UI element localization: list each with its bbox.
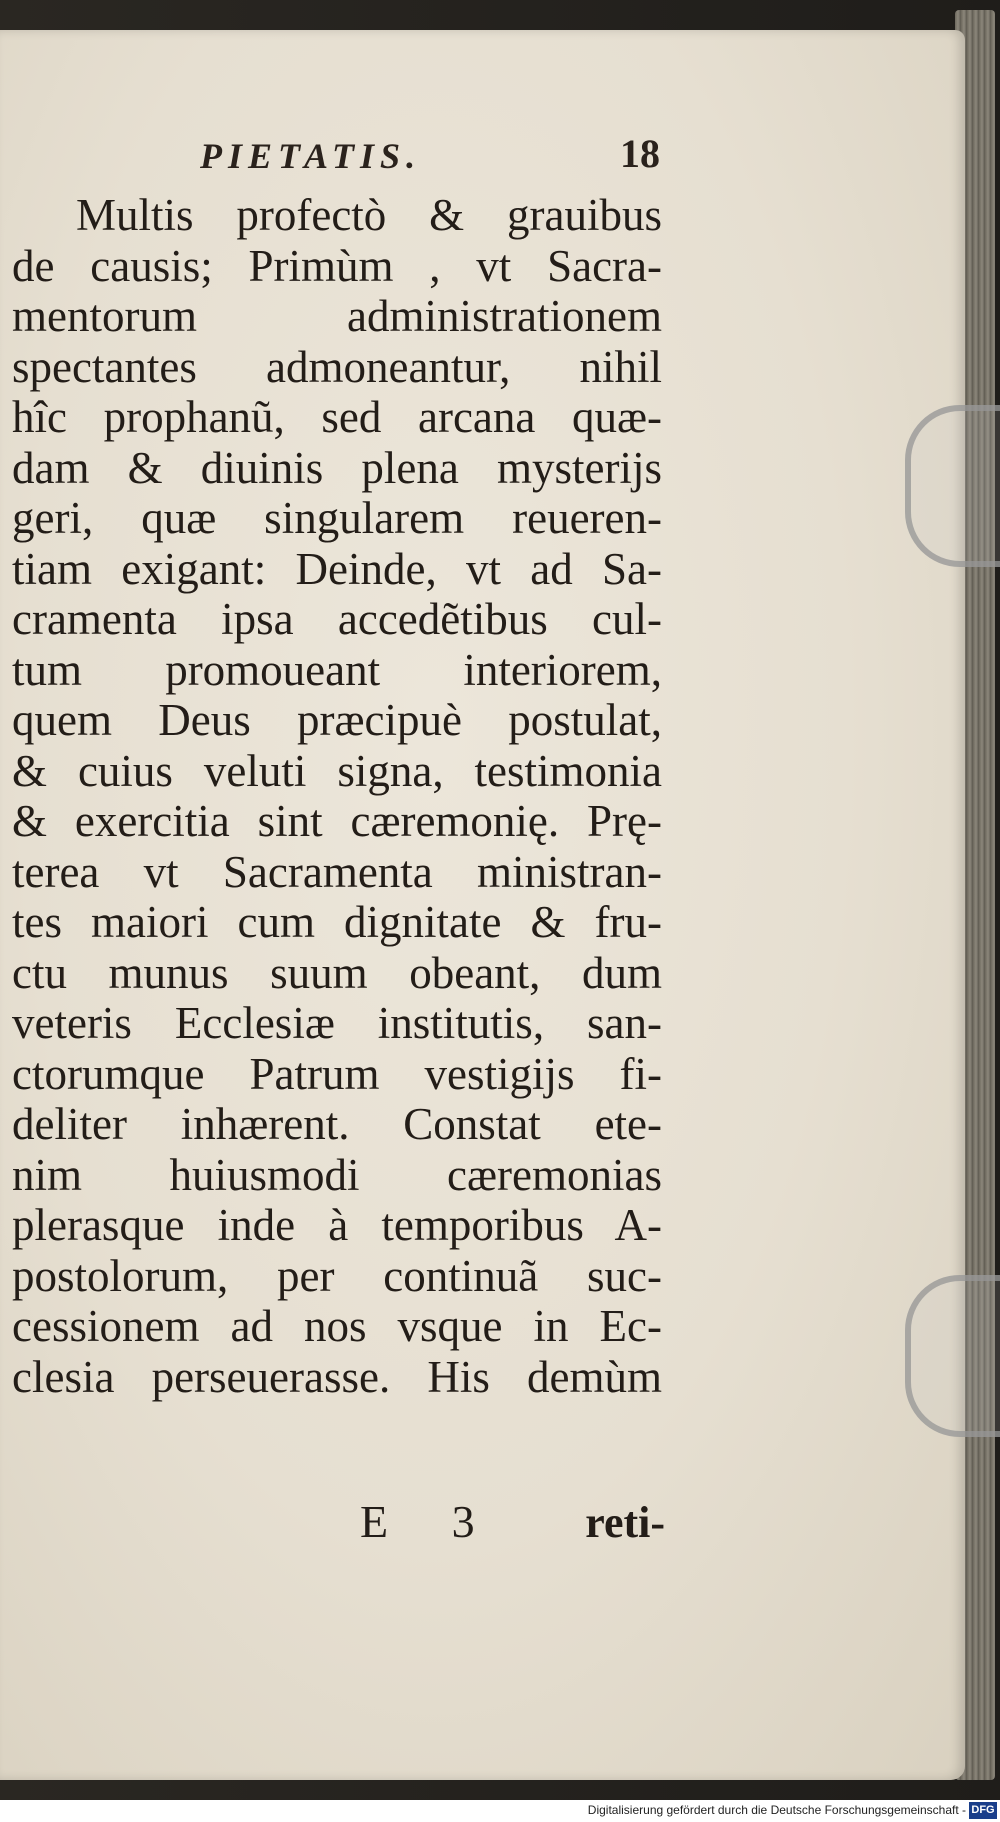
text-line: geri, quæ singularem reueren- [12,493,662,543]
book-clip-upper [905,405,1000,567]
funding-credit: Digitalisierung gefördert durch die Deutsche Forschungsgemeinschaft - [587,1803,966,1817]
body-text [12,190,662,1402]
text-line: nim huiusmodi cæremonias [12,1149,662,1200]
dfg-logo: DFG [969,1802,997,1819]
text-line: de causis; Primùm , vt Sacra- [12,240,662,291]
text-line: & cuius veluti signa, testimonia [12,745,662,796]
page-header [200,130,660,180]
text-line: dam & diuinis plena mysterijs [12,442,662,493]
book-clip-lower [905,1275,1000,1437]
page-number: 18 [620,131,660,176]
text-line: tiam exigant: Deinde, vt ad Sa- [12,543,662,594]
catchword: reti- [585,1498,665,1547]
text-line: & exercitia sint cæremonię. Prę- [12,796,662,846]
text-line: Multis profectò & grauibus [76,190,662,240]
text-line: ctorumque Patrum vestigijs fi- [12,1048,662,1099]
text-line: tum promoueant interiorem, [12,644,662,695]
text-line: plerasque inde à temporibus A- [12,1200,662,1250]
text-line: postolorum, per continuã suc- [12,1250,662,1301]
text-line: deliter inhærent. Constat ete- [12,1099,662,1149]
text-line: quem Deus præcipuè postulat, [12,695,662,745]
text-line: terea vt Sacramenta ministran- [12,846,662,897]
text-line: spectantes admoneantur, nihil [12,341,662,392]
running-head: PIETATIS. [200,136,422,176]
text-line: tes maiori cum dignitate & fru- [12,897,662,947]
credit-bar [0,1800,1000,1822]
text-line: ctu munus suum obeant, dum [12,947,662,998]
text-line: veteris Ecclesiæ institutis, san- [12,998,662,1048]
text-line: clesia perseuerasse. His demùm [12,1351,662,1402]
text-line: cessionem ad nos vsque in Ec- [12,1301,662,1351]
signature-mark: E 3 [360,1496,501,1547]
text-line: hîc prophanũ, sed arcana quæ- [12,392,662,442]
text-line: cramenta ipsa accedẽtibus cul- [12,594,662,644]
text-line: mentorum administrationem [12,291,662,341]
page-footer [360,1495,665,1555]
